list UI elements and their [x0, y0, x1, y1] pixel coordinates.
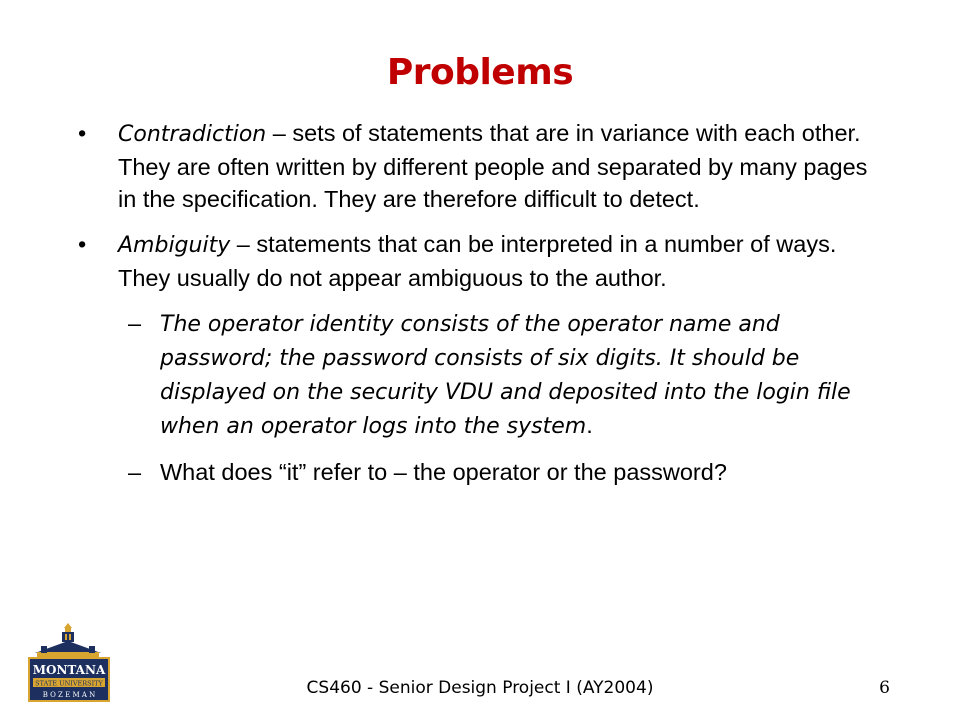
- logo-line-3: B O Z E M A N: [42, 691, 96, 699]
- slide-content: [78, 117, 868, 501]
- example-quote-tail: .: [586, 412, 593, 438]
- question-text: What does “it” refer to – the operator or the password?: [160, 459, 727, 485]
- bullet-text: – sets of statements that are in variance with each other. They are often written by different people and separated by many pages in the specification. They are therefore difficult to detect.: [118, 120, 868, 212]
- sub-item-example: [78, 307, 868, 443]
- bullet-marker: •: [78, 231, 87, 257]
- slide-title: Problems: [386, 52, 574, 93]
- bullet-item-ambiguity: [78, 228, 868, 294]
- bullet-term: Contradiction: [118, 122, 267, 147]
- footer-course-title: CS460 - Senior Design Project I (AY2004): [306, 678, 654, 698]
- sub-item-dash: –: [128, 310, 142, 336]
- bullet-text: – statements that can be interpreted in a number of ways. They usually do not appear ambiguous to the author.: [118, 231, 837, 291]
- bullet-item-contradiction: [78, 117, 868, 215]
- logo-line-2: STATE UNIVERSITY: [35, 679, 103, 688]
- example-quote: The operator identity consists of the operator name and password; the password consists of six digits. It should be displayed on the security VDU and deposited into the login file when an operator logs into the system: [160, 312, 851, 439]
- bullet-term: Ambiguity: [118, 233, 231, 258]
- logo-line-1: MONTANA: [32, 663, 106, 677]
- sub-item-question: [78, 456, 868, 488]
- sub-item-dash: –: [128, 459, 142, 485]
- page-number: 6: [879, 678, 890, 698]
- bullet-marker: •: [78, 120, 87, 146]
